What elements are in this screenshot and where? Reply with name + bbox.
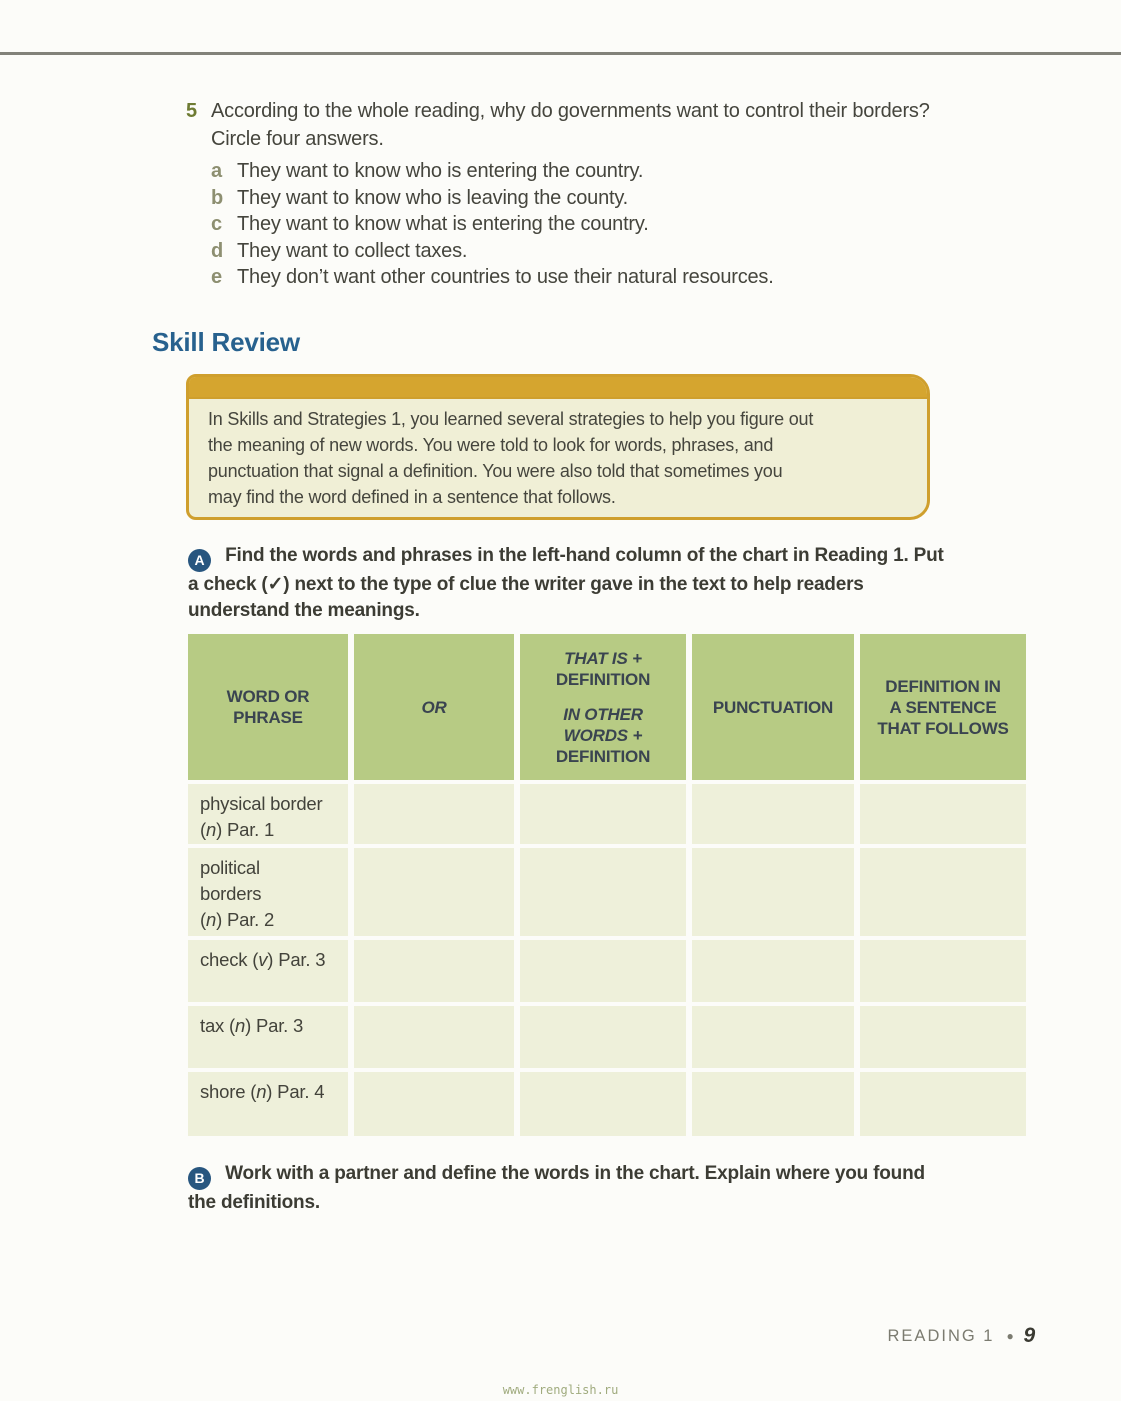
exercise-b-line: Work with a partner and define the words in the chart. Explain where you found: [225, 1163, 925, 1184]
chart-empty-cell[interactable]: [692, 1006, 854, 1068]
footer-bullet-icon: ●: [1006, 1329, 1014, 1343]
question-prompt-line1: According to the whole reading, why do governments want to control their borders?: [211, 100, 930, 122]
option-text: They want to know who is leaving the county.: [237, 186, 629, 209]
option-text: They want to collect taxes.: [237, 239, 468, 262]
exercise-a-line: a check (✓) next to the type of clue the writer gave in the text to help readers: [188, 573, 864, 595]
chart-empty-cell[interactable]: [354, 1072, 514, 1136]
chart-header-definition-in-sentence: DEFINITION IN A SENTENCE THAT FOLLOWS: [860, 634, 1026, 780]
chart-empty-cell[interactable]: [860, 784, 1026, 844]
chart-header-or: OR: [354, 634, 514, 780]
exercise-b-line: the definitions.: [188, 1191, 320, 1213]
option-text: They want to know what is entering the country.: [237, 213, 649, 235]
callout-box-text: [189, 399, 927, 510]
option-text: They want to know who is entering the country.: [237, 160, 644, 182]
chart-empty-cell[interactable]: [354, 940, 514, 1002]
exercise-a-line: Find the words and phrases in the left-hand column of the chart in Reading 1. Put: [225, 545, 944, 566]
chart-word-cell-check: check (v) Par. 3: [188, 940, 348, 1002]
exercise-a-instructions: [188, 543, 1068, 625]
chart-empty-cell[interactable]: [692, 848, 854, 936]
exercise-a-badge: A: [188, 549, 211, 572]
chart-word-cell-physical-border: physical border (n) Par. 1: [188, 784, 348, 844]
page-footer: [888, 1324, 1035, 1348]
option-letter: b: [211, 186, 224, 209]
exercise-b-badge: B: [188, 1167, 211, 1190]
chart-empty-cell[interactable]: [354, 784, 514, 844]
option-text: They don’t want other countries to use their natural resources.: [237, 266, 774, 288]
callout-box-gold-bar: [189, 377, 927, 399]
skill-review-callout-box: [186, 374, 930, 520]
chart-empty-cell[interactable]: [520, 848, 686, 936]
chart-word-cell-tax: tax (n) Par. 3: [188, 1006, 348, 1068]
answer-option-c: [211, 211, 1066, 238]
chart-empty-cell[interactable]: [692, 784, 854, 844]
skill-review-heading: Skill Review: [152, 327, 300, 357]
chart-empty-cell[interactable]: [860, 940, 1026, 1002]
chart-empty-cell[interactable]: [354, 1006, 514, 1068]
answer-option-b: [211, 185, 1066, 212]
chart-empty-cell[interactable]: [520, 940, 686, 1002]
question-5: [186, 97, 1066, 291]
answer-option-a: [211, 158, 1066, 185]
exercise-b-instructions: [188, 1161, 1068, 1216]
answer-option-e: [211, 264, 1066, 291]
callout-line: In Skills and Strategies 1, you learned several strategies to help you figure out: [208, 409, 814, 429]
callout-line: punctuation that signal a definition. You were also told that sometimes you: [208, 461, 783, 481]
answer-options: [211, 158, 1066, 291]
chart-empty-cell[interactable]: [860, 1006, 1026, 1068]
chart-header-that-is-definition: THAT IS + DEFINITION IN OTHER WORDS + DEFINITION: [520, 634, 686, 780]
footer-page-number: 9: [1023, 1324, 1035, 1347]
chart-empty-cell[interactable]: [692, 940, 854, 1002]
watermark-url: www.frenglish.ru: [502, 1383, 619, 1397]
chart-empty-cell[interactable]: [354, 848, 514, 936]
option-letter: c: [211, 213, 222, 235]
option-letter: e: [211, 266, 222, 288]
answer-option-d: [211, 238, 1066, 265]
question-number: 5: [186, 100, 197, 122]
option-letter: d: [211, 239, 224, 262]
top-divider-rule: [0, 52, 1121, 55]
footer-section-label: READING 1: [887, 1326, 995, 1345]
question-prompt-line2: Circle four answers.: [211, 128, 384, 150]
chart-header-punctuation: PUNCTUATION: [692, 634, 854, 780]
chart-empty-cell[interactable]: [520, 1006, 686, 1068]
chart-word-cell-political-borders: political borders (n) Par. 2: [188, 848, 348, 936]
chart-empty-cell[interactable]: [860, 1072, 1026, 1136]
chart-empty-cell[interactable]: [692, 1072, 854, 1136]
option-letter: a: [211, 160, 222, 182]
exercise-a-line: understand the meanings.: [188, 600, 420, 622]
chart-header-word-or-phrase: WORD OR PHRASE: [188, 634, 348, 780]
question-prompt: [211, 97, 930, 153]
callout-line: the meaning of new words. You were told to look for words, phrases, and: [208, 435, 774, 455]
clue-type-chart: [188, 634, 1026, 1136]
chart-word-cell-shore: shore (n) Par. 4: [188, 1072, 348, 1136]
chart-empty-cell[interactable]: [520, 784, 686, 844]
chart-empty-cell[interactable]: [860, 848, 1026, 936]
chart-empty-cell[interactable]: [520, 1072, 686, 1136]
callout-line: may find the word defined in a sentence that follows.: [208, 487, 616, 507]
